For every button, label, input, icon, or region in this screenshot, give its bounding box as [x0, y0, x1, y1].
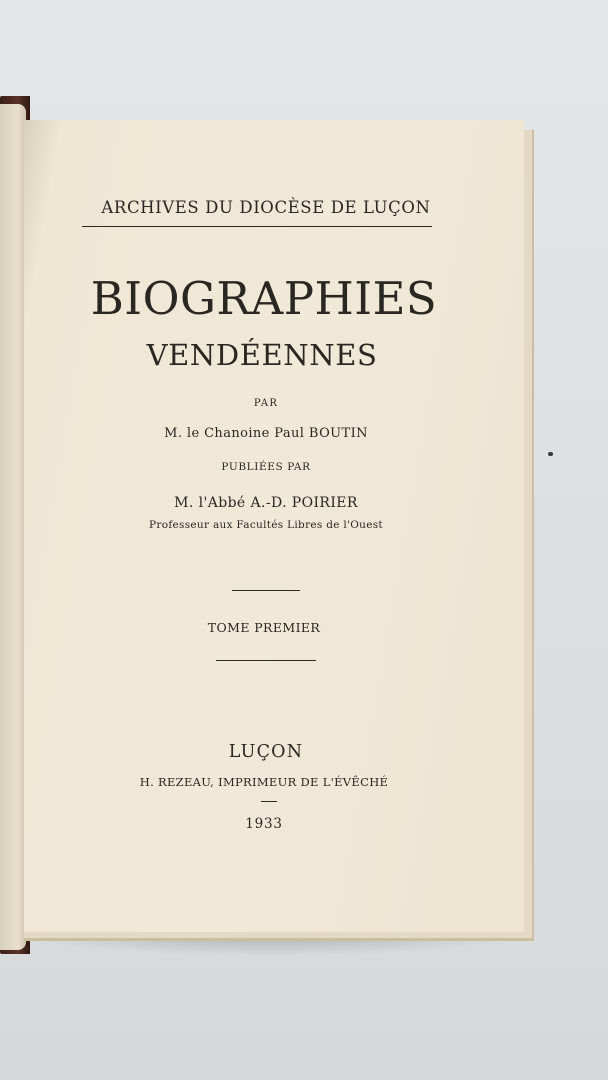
volume-label: TOME PREMIER: [207, 620, 321, 635]
editor-affiliation: Professeur aux Facultés Libres de l'Ouest: [149, 519, 383, 531]
by-label: PAR: [253, 398, 279, 409]
publication-year: 1933: [245, 816, 283, 832]
author-name: M. le Chanoine Paul BOUTIN: [164, 426, 368, 441]
series-title: ARCHIVES DU DIOCÈSE DE LUÇON: [101, 198, 431, 217]
book-subtitle: VENDÉENNES: [146, 338, 378, 372]
published-by-label: PUBLIÉES PAR: [221, 461, 311, 473]
printer-name: H. REZEAU, IMPRIMEUR DE L'ÉVÊCHÉ: [139, 775, 389, 789]
book-title: BIOGRAPHIES: [90, 272, 438, 325]
short-dash: [261, 801, 277, 802]
series-underline: [82, 226, 432, 227]
publication-city: LUÇON: [228, 742, 304, 762]
editor-name: M. l'Abbé A.-D. POIRIER: [174, 495, 358, 511]
background-speck: [548, 452, 553, 456]
divider-upper: [232, 590, 300, 591]
divider-lower: [216, 660, 316, 661]
title-page: [24, 120, 524, 932]
